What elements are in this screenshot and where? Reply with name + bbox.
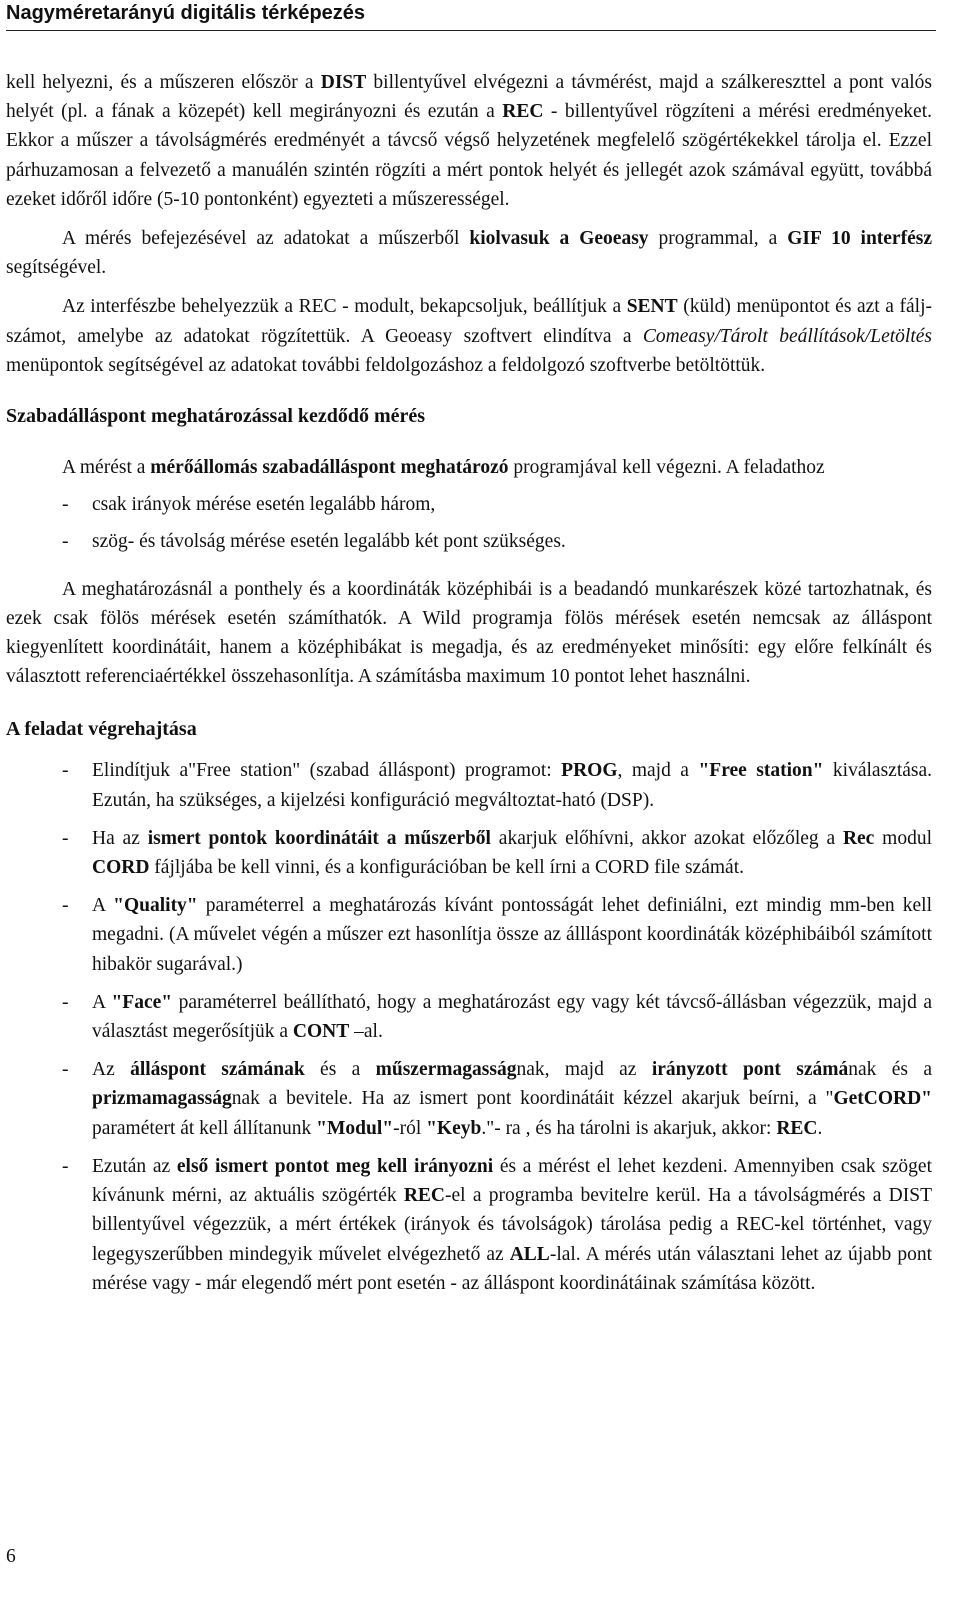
task-steps-list xyxy=(6,756,932,1297)
requirement-list xyxy=(6,490,932,556)
section-heading-1: Szabadálláspont meghatározással kezdődő mérés xyxy=(6,405,426,428)
list-item: - csak irányok mérése esetén legalább három, xyxy=(62,494,436,516)
paragraph-5: A meghatározásnál a ponthely és a koordináták középhibái is a beadandó munkarészek közé tartozhatnak, és ezek csak fölös mérések esetén számíthatók. A Wild programja fölös mérések esetén nemcsak az álláspont kiegyenlített koordinátáit, hanem a középhibákat is megadja, és az eredményeket minősíti: egy előre felkínált és választott referenciaértékkel összehasonlítja. A számításba maximum 10 pontot lehet használni. xyxy=(6,578,932,688)
list-item: - szög- és távolság mérése esetén legalább két pont szükséges. xyxy=(62,531,566,553)
paragraph-4: A mérést a mérőállomás szabadálláspont meghatározó programjával kell végezni. A feladathoz xyxy=(62,457,825,479)
section-heading-2: A feladat végrehajtása xyxy=(6,718,197,741)
page-content xyxy=(6,68,932,1298)
page-number: 6 xyxy=(6,1546,16,1567)
list-item: - Ezután az első ismert pontot meg kell irányozni és a mérést el lehet kezdeni. Amennyiben csak szöget kívánunk mérni, az aktuális szögérték REC-el a programba bevitelre kerül. Ha a távolságmérés a DIST billentyűvel végezzük, a mért értékek (irányok és távolságok) tárolása pedig a REC-kel történhet, vagy legegyszerűbben mindegyik művelet elvégezhető az ALL-lal. A mérés után választani lehet az újabb pont mérése vagy - már elegendő mért pont esetén - az álláspont koordinátáinak számítása között. xyxy=(62,1155,932,1294)
paragraph-1: kell helyezni, és a műszeren először a DIST billentyűvel elvégezni a távmérést, majd a szálkereszttel a pont valós helyét (pl. a fának a közepét) kell megirányozni és ezután a REC - billentyűvel rögzíteni a mérési eredményeket. Ekkor a műszer a távolságmérés eredményét a távcső végső helyzetének megfelelő szögértékekkel tárolja el. Ezzel párhuzamosan a felvezető a manuálén szintén rögzíti a mért pontok helyét és jellegét azok számával együtt, továbbá ezeket időről időre (5-10 pontonként) egyezteti a műszerességel. xyxy=(6,72,933,210)
list-item: - Elindítjuk a"Free station" (szabad álláspont) programot: PROG, majd a "Free station" kiválasztása. Ezután, ha szükséges, a kijelzési konfiguráció megváltoztat-ható (DSP). xyxy=(62,760,933,811)
paragraph-2: A mérés befejezésével az adatokat a műszerből kiolvasuk a Geoeasy programmal, a GIF 10 interfész segítségével. xyxy=(6,228,932,279)
list-item: - A "Quality" paraméterrel a meghatározás kívánt pontosságát lehet definiálni, ezt mindig mm-ben kell megadni. (A művelet végén a műszer ezt hasonlítja össze az állláspont koordináták középhibáiból számított hibakör sugarával.) xyxy=(62,895,932,975)
list-item: - Ha az ismert pontok koordinátáit a műszerből akarjuk előhívni, akkor azokat előzőleg a Rec modul CORD fájljába be kell vinni, és a konfigurációban be kell írni a CORD file számát. xyxy=(62,827,932,879)
list-item: - Az álláspont számának és a műszermagasságnak, majd az irányzott pont számának és a prizmamagasságnak a bevitele. Ha az ismert pont koordinátáit kézzel akarjuk beírni, a "GetCORD" paramétert át kell állítanunk "Modul"-ról "Keyb."- ra , és ha tárolni is akarjuk, akkor: REC. xyxy=(62,1059,932,1139)
paragraph-3: Az interfészbe behelyezzük a REC - modult, bekapcsoljuk, beállítjuk a SENT (küld) menüpontot és azt a fálj-számot, amelybe az adatokat rögzítettük. A Geoeasy szoftvert elindítva a Comeasy/Tárolt beállítások/Letöltés menüpontok segítségével az adatokat további feldolgozáshoz a feldolgozó szoftverbe betöltöttük. xyxy=(6,296,933,376)
header-title: Nagyméretarányú digitális térképezés xyxy=(6,2,366,24)
list-item: - A "Face" paraméterrel beállítható, hogy a meghatározást egy vagy két távcső-állásban végezzük, majd a választást megerősítjük a CONT –al. xyxy=(62,991,932,1043)
page-header xyxy=(6,0,936,31)
